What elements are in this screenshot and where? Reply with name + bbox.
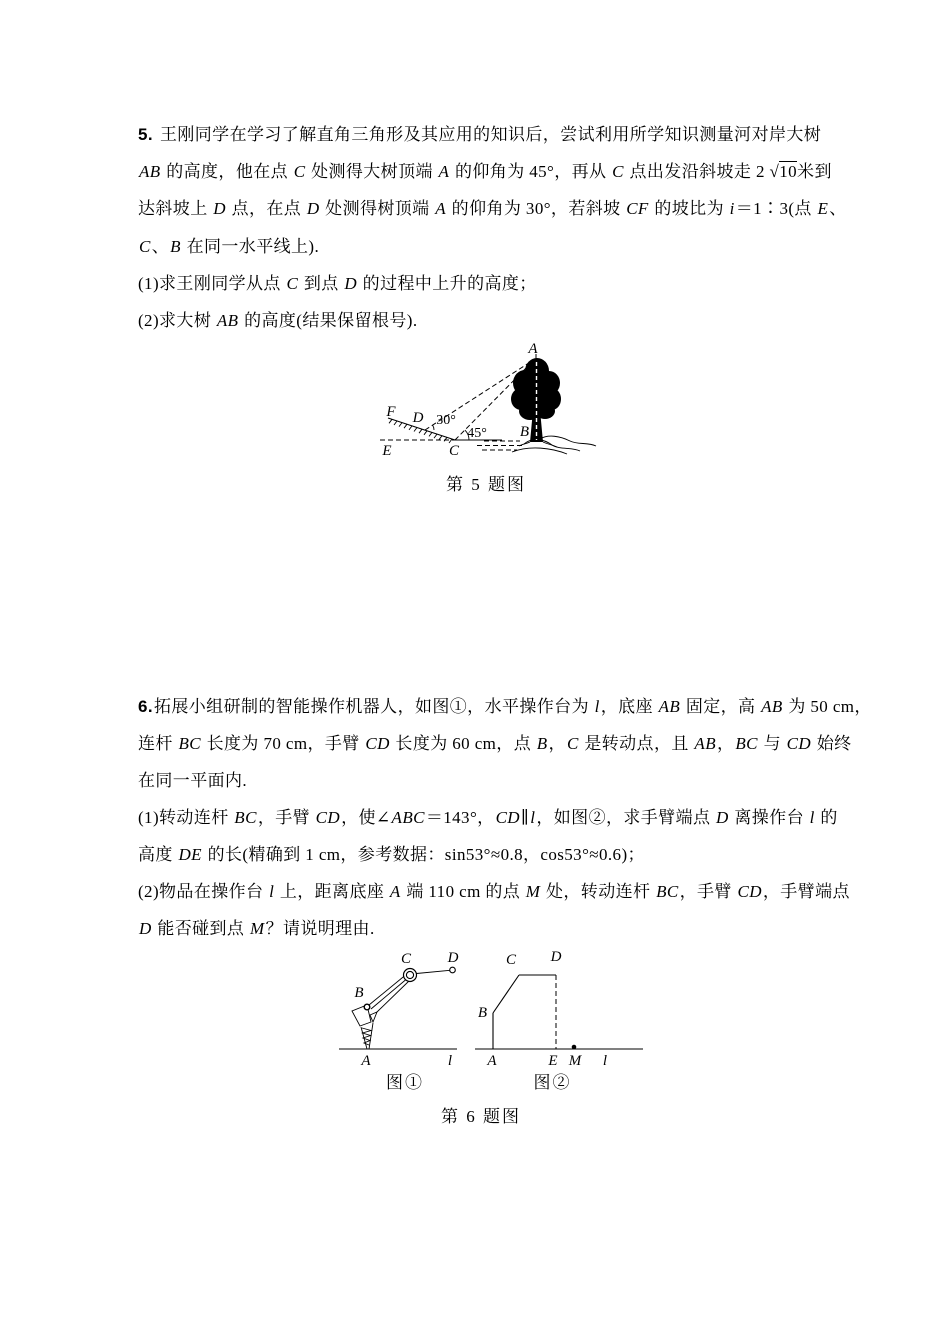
problem-5-subquestion-1: (1)求王刚同学从点 C 到点 D 的过程中上升的高度； bbox=[138, 273, 537, 293]
rock-outline-3 bbox=[512, 448, 567, 454]
fig2-label-e: E bbox=[548, 1053, 558, 1069]
label-a: A bbox=[528, 341, 538, 357]
joint-c-inner-circle bbox=[406, 971, 413, 978]
label-f: F bbox=[386, 404, 396, 420]
angle-30-label: 30° bbox=[436, 413, 456, 428]
label-b: B bbox=[519, 424, 529, 440]
problem-6-diagram bbox=[335, 943, 645, 1073]
robot-drawing bbox=[339, 950, 459, 1069]
problem-6-subquestion-2b: D 能否碰到点 M？请说明理由. bbox=[139, 919, 375, 938]
problem-6-subquestion-1: (1)转动连杆 BC，手臂 CD，使∠ABC＝143°，CD∥l，如图②，求手臂端点 D 离操作台 l 的 bbox=[138, 808, 838, 827]
problem-6-subquestion-1b: 高度 DE 的长(精确到 1 cm，参考数据：sin53°≈0.8，cos53°≈0.6)； bbox=[138, 845, 645, 864]
label-e: E bbox=[382, 443, 392, 459]
fig1-label-a: A bbox=[361, 1053, 371, 1069]
figure-5-caption: 第 5 题图 bbox=[446, 475, 526, 494]
problem-6-number: 6. bbox=[138, 697, 153, 716]
problem-5-figure bbox=[372, 340, 600, 470]
problem-5-number: 5. bbox=[138, 125, 153, 144]
arm-link-2 bbox=[371, 977, 409, 1009]
problem-5-text bbox=[138, 116, 847, 339]
problem-6-line-1-text: 拓展小组研制的智能操作机器人，如图①，水平操作台为 l，底座 AB 固定，高 AB 为 50 cm， bbox=[153, 697, 872, 716]
figure-6-sub2-caption: 图② bbox=[533, 1073, 572, 1092]
water-dashes bbox=[477, 441, 522, 450]
problem-6-line-3: 在同一平面内. bbox=[138, 771, 248, 790]
fig2-label-d: D bbox=[550, 949, 562, 965]
fig2-label-m: M bbox=[568, 1053, 582, 1069]
angle-45-label: 45° bbox=[467, 426, 487, 441]
fig2-label-c: C bbox=[505, 952, 517, 968]
problem-6-figure bbox=[335, 943, 645, 1078]
problem-6-subquestion-2: (2)物品在操作台 l 上，距离底座 A 端 110 cm 的点 M 处，转动连杆 BC，手臂 CD，手臂端点 bbox=[138, 882, 850, 901]
joint-b-circle bbox=[364, 1004, 370, 1010]
fig2-label-a: A bbox=[487, 1053, 497, 1069]
label-d: D bbox=[412, 410, 424, 426]
problem-6-line-2: 连杆 BC 长度为 70 cm，手臂 CD 长度为 60 cm，点 B，C 是转动点，且 AB，BC 与 CD 始终 bbox=[138, 734, 852, 753]
schematic-drawing bbox=[475, 949, 643, 1069]
fig2-label-b: B bbox=[477, 1005, 487, 1021]
problem-5-line-3: 达斜坡上 D 点，在点 D 处测得树顶端 A 的仰角为 30°，若斜坡 CF 的坡比为 i＝1∶3(点 E、 bbox=[138, 199, 847, 219]
problem-6-line-1 bbox=[138, 688, 872, 725]
fig1-label-b: B bbox=[354, 985, 364, 1001]
problem-6-text bbox=[138, 688, 872, 947]
point-m-dot bbox=[572, 1045, 577, 1050]
joint-d-circle bbox=[450, 967, 456, 973]
fig1-label-l: l bbox=[447, 1053, 453, 1069]
label-c: C bbox=[448, 443, 460, 459]
problem-5-line-1-text: 王刚同学在学习了解直角三角形及其应用的知识后，尝试利用所学知识测量河对岸大树 bbox=[159, 125, 822, 144]
problem-5-line-2: AB 的高度，他在点 C 处测得大树顶端 A 的仰角为 45°，再从 C 点出发沿斜坡走 2 √10米到 bbox=[139, 162, 832, 182]
trunk-base-roots bbox=[519, 442, 557, 447]
arm-link-1 bbox=[369, 973, 408, 1005]
problem-5-line-1 bbox=[138, 116, 828, 153]
fig2-label-l: l bbox=[602, 1053, 608, 1069]
problem-5-diagram bbox=[372, 340, 600, 465]
hand-link-cd bbox=[417, 970, 451, 973]
figure-6-sub1-caption: 图① bbox=[386, 1073, 424, 1092]
segment-bc bbox=[493, 975, 519, 1013]
problem-5-subquestion-2: (2)求大树 AB 的高度(结果保留根号). bbox=[138, 310, 418, 330]
fig1-label-c: C bbox=[400, 951, 412, 967]
rock-outline-2 bbox=[540, 436, 596, 446]
figure-6-caption: 第 6 题图 bbox=[441, 1107, 521, 1126]
problem-5-line-4: C、B 在同一水平线上). bbox=[139, 236, 320, 256]
angle-arc-d bbox=[433, 425, 434, 430]
fig1-label-d: D bbox=[447, 950, 459, 966]
